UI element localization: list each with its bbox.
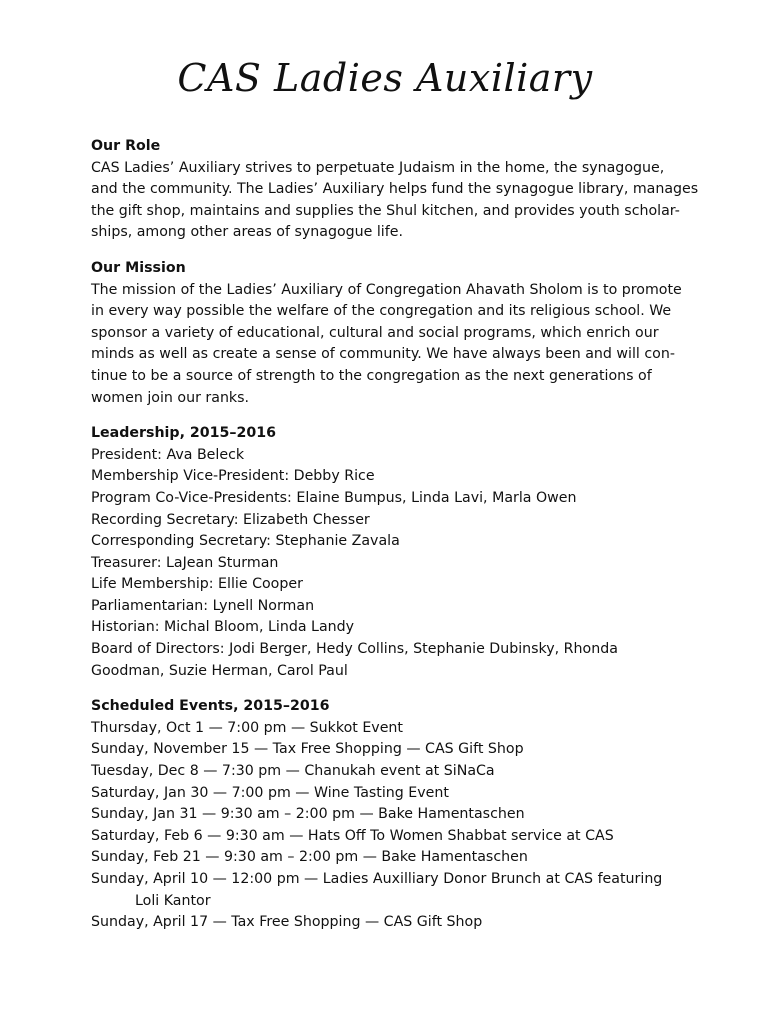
leadership-item: Board of Directors: Jodi Berger, Hedy Collins, Stephanie Dubinsky, Rhonda [91,641,618,658]
section-our-role [91,136,699,244]
event-item: Saturday, Feb 6 — 9:30 am — Hats Off To Women Shabbat service at CAS [91,827,614,844]
leadership-item: Parliamentarian: Lynell Norman [91,597,315,614]
event-item: Sunday, April 10 — 12:00 pm — Ladies Auxilliary Donor Brunch at CAS featuring [91,871,663,887]
event-item: Sunday, Feb 21 — 9:30 am – 2:00 pm — Bake Hamentaschen [91,849,528,866]
section-heading-events: Scheduled Events, 2015–2016 [91,698,330,715]
mission-line: sponsor a variety of educational, cultural and social programs, which enrich our [91,324,659,341]
section-heading-leadership: Leadership, 2015–2016 [91,425,276,442]
mission-line: women join our ranks. [91,389,250,406]
mission-line: The mission of the Ladies’ Auxiliary of Congregation Ahavath Sholom is to promote [91,281,682,298]
event-item: Saturday, Jan 30 — 7:00 pm — Wine Tasting Event [91,784,449,801]
mission-line: tinue to be a source of strength to the congregation as the next generations of [91,367,652,384]
section-heading-mission: Our Mission [91,259,186,276]
section-leadership [91,423,691,682]
section-heading-role: Our Role [91,138,161,154]
mission-line: minds as well as create a sense of community. We have always been and will con- [91,346,675,363]
leadership-item: Goodman, Suzie Herman, Carol Paul [91,662,348,679]
event-item: Sunday, April 17 — Tax Free Shopping — CAS Gift Shop [91,914,483,931]
role-line: the gift shop, maintains and supplies the Shul kitchen, and provides youth scholar- [91,202,680,219]
leadership-item: Corresponding Secretary: Stephanie Zavala [91,533,400,550]
event-item: Sunday, Jan 31 — 9:30 am – 2:00 pm — Bake Hamentaschen [91,806,525,823]
leadership-item: Life Membership: Ellie Cooper [91,576,303,593]
leadership-item: Treasurer: LaJean Sturman [91,554,279,571]
document-body [91,136,699,948]
mission-line: in every way possible the welfare of the congregation and its religious school. We [91,303,672,320]
leadership-item: Historian: Michal Bloom, Linda Landy [91,619,355,636]
page-title: CAS Ladies Auxiliary [177,56,593,100]
leadership-item: Membership Vice-President: Debby Rice [91,468,375,485]
leadership-item: Program Co-Vice-Presidents: Elaine Bumpus, Linda Lavi, Marla Owen [91,489,577,506]
section-our-mission [91,258,691,409]
role-line: CAS Ladies’ Auxiliary strives to perpetuate Judaism in the home, the synagogue, [91,159,665,176]
event-item: Thursday, Oct 1 — 7:00 pm — Sukkot Event [91,719,403,736]
role-line: and the community. The Ladies’ Auxiliary helps fund the synagogue library, manages [91,181,699,198]
leadership-item: Recording Secretary: Elizabeth Chesser [91,511,370,528]
event-item: Sunday, November 15 — Tax Free Shopping — CAS Gift Shop [91,741,524,758]
leadership-item: President: Ava Beleck [91,446,245,463]
event-item: Tuesday, Dec 8 — 7:30 pm — Chanukah event at SiNaCa [91,763,495,780]
role-line: ships, among other areas of synagogue life. [91,224,403,241]
section-scheduled-events [91,696,691,934]
event-item-continuation: Loli Kantor [135,892,211,909]
